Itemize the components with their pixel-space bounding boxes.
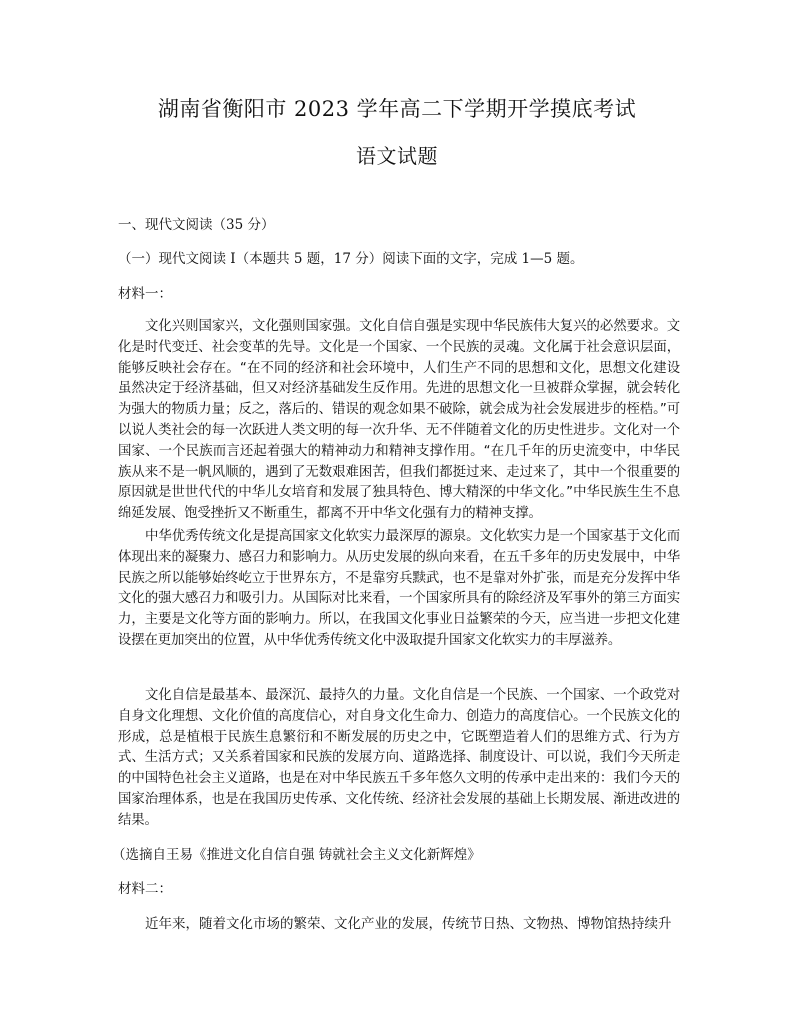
paragraph-3: 文化自信是最基本、最深沉、最持久的力量。文化自信是一个民族、一个国家、一个政党对自身文化理想、文化价值的高度信心，对自身文化生命力、创造力的高度信心。一个民族文化的形成，总是植根于民族生息繁衍和不断发展的历史之中，它既塑造着人们的思维方式、行为方式、生活方式；又关系着国家和民族的发展方向、道路选择、制度设计、可以说，我们今天所走的中国特色社会主义道路，也是在对中华民族五千多年悠久文明的传承中走出来的：我们今天的国家治理体系，也是在我国历史传承、文化传统、经济社会发展的基础上长期发展、渐进改进的结果。 [118,688,680,828]
material-2-label: 材料二： [118,881,172,897]
sub-heading: （一）现代文阅读 I（本题共 5 题，17 分）阅读下面的文字，完成 1—5 题。 [118,251,584,267]
material-1-label: 材料一： [118,286,172,302]
exam-subtitle: 语文试题 [356,144,438,168]
source-note: （选摘自王易《推进文化自信自强 铸就社会主义文化新辉煌》 [112,847,481,863]
material-2-first-line: 近年来，随着文化市场的繁荣、文化产业的发展，传统节日热、文物热、博物馆热持续升 [145,916,672,932]
paragraph-2: 中华优秀传统文化是提高国家文化软实力最深厚的源泉。文化软实力是一个国家基于文化而体现出来的凝聚力、感召力和影响力。从历史发展的纵向来看，在五千多年的历史发展中，中华民族之所以能够始终屹立于世界东方，不是靠穷兵黩武，也不是靠对外扩张，而是充分发挥中华文化的强大感召力和吸引力。从国际对比来看，一个国家所具有的除经济及军事外的第三方面实力，主要是文化等方面的影响力。所以，在我国文化事业日益繁荣的今天，应当进一步把文化建设摆在更加突出的位置，从中华优秀传统文化中汲取提升国家文化软实力的丰厚滋养。 [118,529,680,648]
exam-title: 湖南省衡阳市 2023 学年高二下学期开学摸底考试 [157,97,637,121]
section-heading: 一、现代文阅读（35 分） [118,217,275,233]
paragraph-1: 文化兴则国家兴，文化强则国家强。文化自信自强是实现中华民族伟大复兴的必然要求。文化是时代变迁、社会变革的先导。文化是一个国家、一个民族的灵魂。文化属于社会意识层面，能够反映社会存在。“在不同的经济和社会环境中，人们生产不同的思想和文化，思想文化建设虽然决定于经济基础，但又对经济基础发生反作用。先进的思想文化一旦被群众掌握，就会转化为强大的物质力量；反之，落后的、错误的观念如果不破除，就会成为社会发展进步的桎梏。”可以说人类社会的每一次跃进人类文明的每一次升华、无不伴随着文化的历史性进步。文化对一个国家、一个民族而言还起着强大的精神动力和精神支撑作用。“在几千年的历史流变中，中华民族从来不是一帆风顺的，遇到了无数艰难困苦，但我们都挺过来、走过来了，其中一个很重要的原因就是世世代代的中华儿女培育和发展了独具特色、博大精深的中华文化。”中华民族生生不息绵延发展、饱受挫折又不断重生，都离不开中华文化强有力的精神支撑。 [118,319,680,522]
